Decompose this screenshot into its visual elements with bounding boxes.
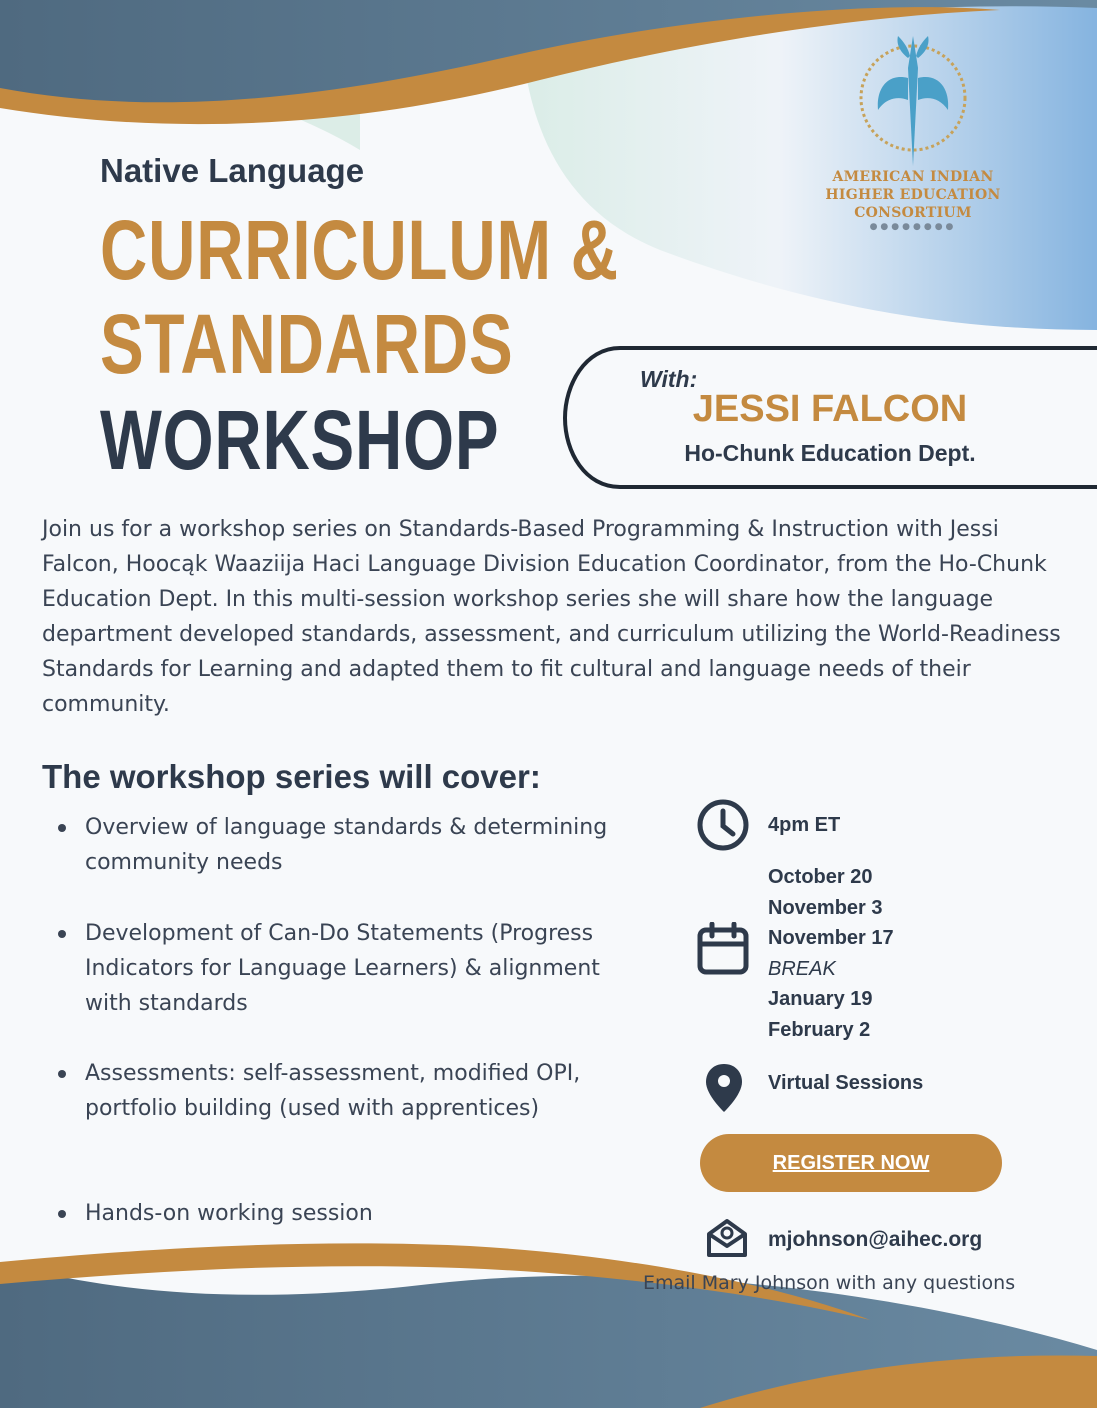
logo-text-line-2: HIGHER EDUCATION <box>825 187 1001 203</box>
calendar-icon <box>696 922 750 976</box>
session-dates <box>768 862 894 1045</box>
presenter-org: Ho-Chunk Education Dept. <box>684 440 976 466</box>
contact-note: Email Mary Johnson with any questions <box>643 1272 1016 1294</box>
contact-email-link[interactable]: mjohnson@aihec.org <box>768 1228 983 1251</box>
title-kicker: Native Language <box>100 152 365 189</box>
aihec-logo <box>808 28 1018 248</box>
session-date: November 17 <box>768 927 894 949</box>
register-now-button[interactable]: REGISTER NOW <box>700 1134 1002 1192</box>
session-date: January 19 <box>768 988 873 1010</box>
list-item <box>58 916 618 1021</box>
list-item-text: Development of Can-Do Statements (Progress Indicators for Language Learners) & alignment with standards <box>85 921 600 1016</box>
bullet-dot <box>58 1070 66 1078</box>
session-date: February 2 <box>768 1018 871 1041</box>
break-label: BREAK <box>768 957 836 980</box>
mail-icon <box>706 1216 748 1258</box>
session-date: November 3 <box>768 896 883 919</box>
presenter-with-label: With: <box>640 366 698 392</box>
session-time: 4pm ET <box>768 814 841 836</box>
list-item-text: Overview of language standards & determining community needs <box>85 815 608 875</box>
title-line-2: STANDARDS <box>100 297 514 391</box>
logo-dots: ●●●●●●●● <box>869 222 957 232</box>
list-item <box>58 810 618 880</box>
logo-text-line-1: AMERICAN INDIAN <box>832 169 994 185</box>
title-line-1: CURRICULUM & <box>100 203 619 297</box>
intro-paragraph: Join us for a workshop series on Standards-Based Programming & Instruction with Jessi Falcon, Hoocąk Waaziija Haci Language Division Education Coordinator, from the Ho-Chunk Education Dept. In this multi-session workshop series she will share how the language department developed standards, assessment, and curriculum utilizing the World-Readiness Standards for Learning and adapted them to fit cultural and language needs of their community. <box>42 517 1061 717</box>
map-pin-icon <box>704 1062 744 1114</box>
session-location: Virtual Sessions <box>768 1072 924 1094</box>
bullet-dot <box>58 930 66 938</box>
coverage-heading: The workshop series will cover: <box>42 758 541 795</box>
clock-icon <box>696 798 750 852</box>
list-item-text: Hands-on working session <box>85 1201 373 1226</box>
session-date: October 20 <box>768 866 873 888</box>
title-line-3: WORKSHOP <box>100 393 500 487</box>
list-item <box>58 1196 618 1231</box>
logo-text-line-3: CONSORTIUM <box>854 205 972 221</box>
list-item <box>58 1056 618 1126</box>
list-item-text: Assessments: self-assessment, modified OPI, portfolio building (used with apprentices) <box>85 1061 581 1121</box>
presenter-name: JESSI FALCON <box>692 388 968 430</box>
bullet-dot <box>58 1210 66 1218</box>
bullet-dot <box>58 824 66 832</box>
feather-emblem-icon <box>848 28 978 168</box>
